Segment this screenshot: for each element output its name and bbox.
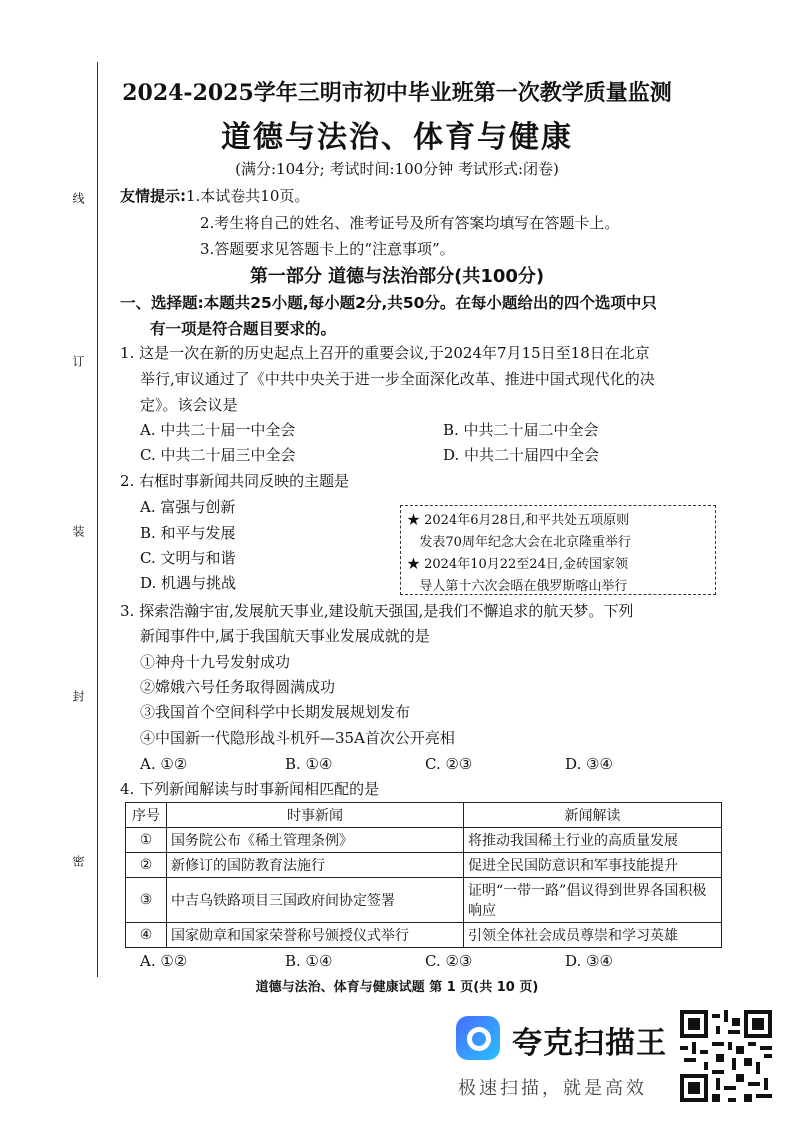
side-mark-2: 订	[71, 355, 85, 367]
q4-option-c: C. ②③	[425, 952, 473, 970]
q4-option-d: D. ③④	[565, 952, 613, 970]
row-news: 国家勋章和国家荣誉称号颁授仪式举行	[167, 923, 464, 948]
brand-name: 夸克扫描王	[512, 1026, 667, 1061]
q2-option-d: D. 机遇与挑战	[140, 574, 237, 592]
q3-item-3: ③我国首个空间科学中长期发展规划发布	[140, 703, 411, 721]
q3-line2: 新闻事件中,属于我国航天事业发展成就的是	[140, 627, 430, 645]
side-mark-3: 装	[71, 525, 85, 537]
tips-label: 友情提示:	[120, 187, 186, 205]
q4-option-b: B. ①④	[285, 952, 333, 970]
q1-option-d: D. 中共二十届四中全会	[443, 446, 600, 464]
table-header-row	[126, 803, 722, 828]
table-row	[126, 878, 722, 923]
row-news: 中吉乌铁路项目三国政府间协定签署	[167, 878, 464, 923]
q3-item-2: ②嫦娥六号任务取得圆满成功	[140, 678, 336, 696]
q2-option-b: B. 和平与发展	[140, 524, 236, 542]
subject-title: 道德与法治、体育与健康	[221, 120, 573, 155]
row-no: ④	[126, 923, 167, 948]
q4-table	[125, 802, 722, 948]
tips-block	[120, 185, 309, 206]
side-mark-4: 封	[71, 690, 85, 702]
q2-option-c: C. 文明与和谐	[140, 549, 236, 567]
q3-option-b: B. ①④	[285, 755, 333, 773]
news-box	[400, 505, 716, 595]
side-mark-5: 密	[71, 855, 85, 867]
news-line-3: ★ 2024年10月22至24日,金砖国家领	[407, 557, 628, 572]
row-no: ②	[126, 853, 167, 878]
q4-stem: 4. 下列新闻解读与时事新闻相匹配的是	[120, 780, 380, 798]
q1-option-c: C. 中共二十届三中全会	[140, 446, 296, 464]
header-news: 时事新闻	[167, 803, 464, 828]
row-interpretation: 促进全民国防意识和军事技能提升	[464, 853, 722, 878]
q3-option-a: A. ①②	[140, 755, 188, 773]
q3-item-1: ①神舟十九号发射成功	[140, 653, 291, 671]
page-footer: 道德与法治、体育与健康试题 第 1 页(共 10 页)	[255, 980, 539, 995]
tip-item-3: 3.答题要求见答题卡上的“注意事项”。	[200, 240, 455, 258]
table-row	[126, 923, 722, 948]
exam-title: 2024-2025学年三明市初中毕业班第一次教学质量监测	[122, 80, 672, 106]
row-interpretation: 证明“一带一路”倡议得到世界各国积极响应	[464, 878, 722, 923]
q1-option-b: B. 中共二十届二中全会	[443, 421, 599, 439]
news-line-4: 导人第十六次会晤在俄罗斯喀山举行	[407, 579, 628, 594]
news-line-1: ★ 2024年6月28日,和平共处五项原则	[407, 513, 630, 528]
section-title-line2: 有一项是符合题目要求的。	[150, 320, 337, 338]
exam-info: (满分:104分; 考试时间:100分钟 考试形式:闭卷)	[235, 160, 559, 178]
table-row	[126, 828, 722, 853]
table-row	[126, 853, 722, 878]
q1-line2: 举行,审议通过了《中共中央关于进一步全面深化改革、推进中国式现代化的决	[140, 370, 655, 388]
q2-option-a: A. 富强与创新	[140, 498, 236, 516]
part-title: 第一部分 道德与法治部分(共100分)	[249, 266, 545, 287]
q1-line1: 1. 这是一次在新的历史起点上召开的重要会议,于2024年7月15日至18日在北京	[120, 344, 650, 362]
section-title-line1: 一、选择题:本题共25小题,每小题2分,共50分。在每小题给出的四个选项中只	[120, 294, 657, 312]
scanner-watermark	[440, 1000, 794, 1124]
row-news: 新修订的国防教育法施行	[167, 853, 464, 878]
tip-item-2: 2.考生将自己的姓名、准考证号及所有答案均填写在答题卡上。	[200, 214, 620, 232]
header-no: 序号	[126, 803, 167, 828]
q1-option-a: A. 中共二十届一中全会	[140, 421, 296, 439]
news-line-2: 发表70周年纪念大会在北京隆重举行	[407, 535, 631, 550]
q3-option-d: D. ③④	[565, 755, 613, 773]
qr-code-icon	[680, 1010, 772, 1102]
row-no: ③	[126, 878, 167, 923]
q4-option-a: A. ①②	[140, 952, 188, 970]
binding-line	[97, 62, 98, 977]
app-logo-icon	[456, 1016, 500, 1060]
brand-slogan: 极速扫描，就是高效	[458, 1078, 647, 1099]
q2-stem: 2. 右框时事新闻共同反映的主题是	[120, 472, 350, 490]
row-interpretation: 将推动我国稀土行业的高质量发展	[464, 828, 722, 853]
row-news: 国务院公布《稀土管理条例》	[167, 828, 464, 853]
tip-item-1: 1.本试卷共10页。	[186, 187, 310, 205]
row-interpretation: 引领全体社会成员尊崇和学习英雄	[464, 923, 722, 948]
q3-line1: 3. 探索浩瀚宇宙,发展航天事业,建设航天强国,是我们不懈追求的航天梦。下列	[120, 602, 634, 620]
side-mark-1: 线	[71, 192, 85, 204]
q1-line3: 定》。该会议是	[140, 396, 238, 414]
row-no: ①	[126, 828, 167, 853]
header-interpretation: 新闻解读	[464, 803, 722, 828]
q3-item-4: ④中国新一代隐形战斗机歼—35A首次公开亮相	[140, 729, 455, 747]
q3-option-c: C. ②③	[425, 755, 473, 773]
